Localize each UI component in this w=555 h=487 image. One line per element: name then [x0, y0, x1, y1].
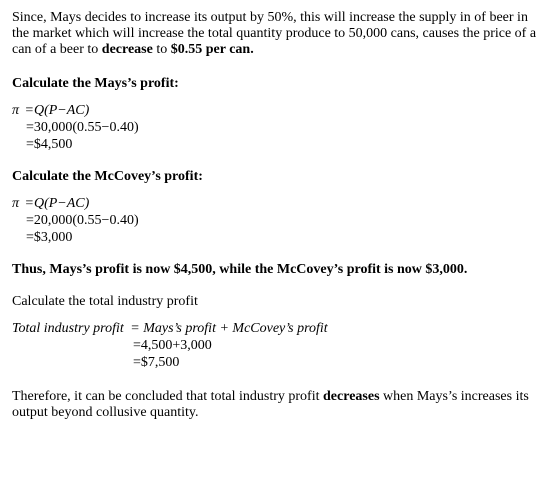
- industry-eq-line-1: [12, 320, 547, 337]
- mccovey-eq-line-2: [12, 212, 547, 229]
- industry-substitution: =4,500+3,000: [133, 338, 212, 353]
- mccovey-formula: =Q(P−AC): [24, 196, 90, 211]
- intro-bold-decrease: decrease: [101, 42, 153, 57]
- conclusion-text-2: when Mays’s increases its output beyond collusive quantity.: [12, 389, 529, 420]
- mccovey-profit-heading: Calculate the McCovey’s profit:: [12, 169, 203, 184]
- mccovey-eq-line-3: [12, 229, 547, 246]
- conclusion-text-1: Therefore, it can be concluded that total industry profit: [12, 389, 324, 404]
- mays-profit-heading: Calculate the Mays’s profit:: [12, 76, 179, 91]
- intro-text-2: to: [152, 42, 171, 57]
- industry-eq-line-3: [12, 354, 547, 371]
- mccovey-equation: [12, 195, 547, 246]
- solution-document: [12, 10, 547, 421]
- industry-formula-lhs: Total industry profit: [12, 321, 124, 336]
- industry-eq-line-2: [12, 337, 547, 354]
- mays-substitution: =30,000(0.55−0.40): [26, 120, 139, 135]
- mccovey-result: =$3,000: [26, 230, 73, 245]
- summary-statement: Thus, Mays’s profit is now $4,500, while the McCovey’s profit is now $3,000.: [12, 262, 468, 277]
- mays-eq-line-3: [12, 136, 547, 153]
- industry-result: =$7,500: [133, 355, 180, 370]
- conclusion-paragraph: [12, 389, 547, 421]
- intro-bold-price: $0.55 per can.: [170, 42, 254, 57]
- mays-eq-line-1: [12, 102, 547, 119]
- mays-result: =$4,500: [26, 137, 73, 152]
- mays-eq-line-2: [12, 119, 547, 136]
- mccovey-substitution: =20,000(0.55−0.40): [26, 213, 139, 228]
- mccovey-eq-line-1: [12, 195, 547, 212]
- conclusion-bold-decreases: decreases: [323, 389, 380, 404]
- industry-profit-heading: Calculate the total industry profit: [12, 294, 198, 309]
- mays-equation: [12, 102, 547, 153]
- mays-formula: =Q(P−AC): [24, 103, 90, 118]
- industry-equation: [12, 320, 547, 371]
- intro-paragraph: [12, 10, 547, 58]
- mays-pi-symbol: π: [12, 103, 20, 118]
- intro-text-1: Since, Mays decides to increase its output by 50%, this will increase the supply in of beer in the market which will increase the total quantity produce to 50,000 cans, causes the price of a can of a beer to: [12, 10, 537, 57]
- mccovey-pi-symbol: π: [12, 196, 20, 211]
- industry-formula-rhs: = Mays’s profit + McCovey’s profit: [130, 321, 328, 336]
